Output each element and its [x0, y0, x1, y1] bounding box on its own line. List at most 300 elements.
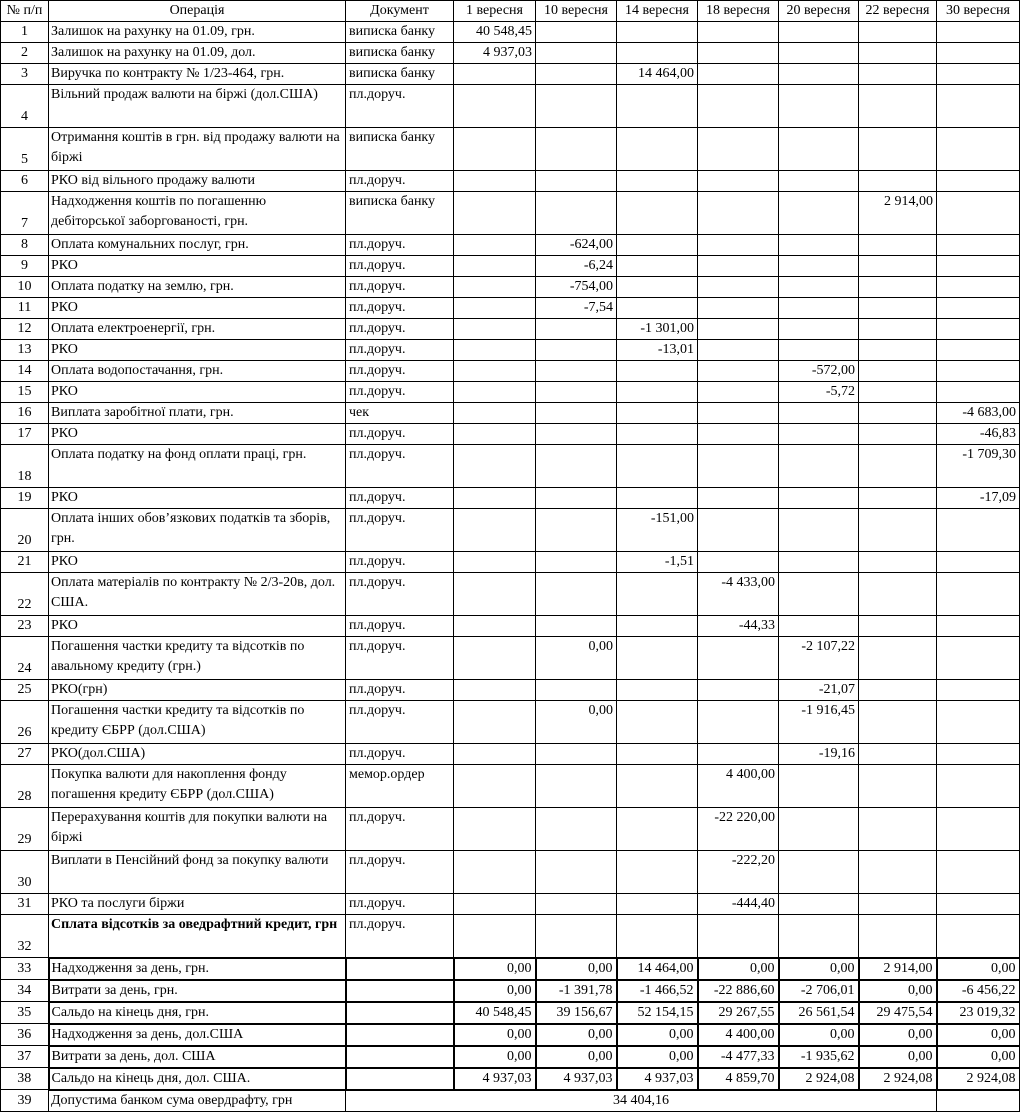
column-header-row-number: № п/п: [1, 1, 49, 22]
value-cell-date-20: [779, 488, 859, 509]
row-number-cell: 35: [1, 1002, 49, 1024]
value-cell-date-18: [698, 256, 779, 277]
operation-cell: Витрати за день, грн.: [49, 980, 346, 1002]
value-cell-date-18: [698, 361, 779, 382]
value-cell-date-22: 2 914,00: [859, 192, 937, 235]
document-cell: пл.доруч.: [346, 340, 454, 361]
value-cell-date-30: [937, 851, 1020, 894]
operation-cell: Погашення частки кредиту та відсотків по кредиту ЄБРР (дол.США): [49, 701, 346, 744]
value-cell-date-10: 0,00: [536, 1046, 617, 1068]
value-cell-date-18: [698, 744, 779, 765]
table-row-31: [1, 894, 1020, 915]
value-cell-date-10: [536, 894, 617, 915]
value-cell-date-10: [536, 808, 617, 851]
header-row: [1, 1, 1020, 22]
row-number-cell: 37: [1, 1046, 49, 1068]
table-row-20: [1, 509, 1020, 552]
value-cell-date-14: 52 154,15: [617, 1002, 698, 1024]
table-row-8: [1, 235, 1020, 256]
value-cell-date-18: [698, 340, 779, 361]
document-cell: виписка банку: [346, 22, 454, 43]
value-cell-date-18: [698, 552, 779, 573]
value-cell-date-14: [617, 43, 698, 64]
operation-cell: Отримання коштів в грн. від продажу валюти на біржі: [49, 128, 346, 171]
value-cell-date-1: [454, 445, 536, 488]
value-cell-date-30: [937, 340, 1020, 361]
value-cell-date-1: 4 937,03: [454, 1068, 536, 1090]
value-cell-date-10: 0,00: [536, 1024, 617, 1046]
row-number-cell: 17: [1, 424, 49, 445]
value-cell-date-22: 0,00: [859, 1046, 937, 1068]
value-cell-date-30: [937, 171, 1020, 192]
value-cell-date-18: [698, 43, 779, 64]
value-cell-date-10: [536, 509, 617, 552]
row-number-cell: 27: [1, 744, 49, 765]
value-cell-date-18: [698, 128, 779, 171]
row-number-cell: 16: [1, 403, 49, 424]
value-cell-date-30: [937, 235, 1020, 256]
value-cell-date-30: -1 709,30: [937, 445, 1020, 488]
document-cell: пл.доруч.: [346, 277, 454, 298]
value-cell-date-10: [536, 403, 617, 424]
value-cell-date-18: [698, 424, 779, 445]
value-cell-date-10: [536, 552, 617, 573]
value-cell-date-20: -572,00: [779, 361, 859, 382]
row-number-cell: 19: [1, 488, 49, 509]
row-number-cell: 33: [1, 958, 49, 980]
document-cell: пл.доруч.: [346, 808, 454, 851]
operation-cell: РКО: [49, 298, 346, 319]
value-cell-date-1: 40 548,45: [454, 1002, 536, 1024]
value-cell-date-18: [698, 192, 779, 235]
value-cell-date-1: [454, 701, 536, 744]
value-cell-date-22: [859, 340, 937, 361]
column-header-operation: Операція: [49, 1, 346, 22]
row-number-cell: 4: [1, 85, 49, 128]
value-cell-date-14: [617, 85, 698, 128]
value-cell-date-1: 40 548,45: [454, 22, 536, 43]
table-row-12: [1, 319, 1020, 340]
row-number-cell: 13: [1, 340, 49, 361]
value-cell-date-20: [779, 616, 859, 637]
value-cell-date-20: [779, 128, 859, 171]
table-row-10: [1, 277, 1020, 298]
row-number-cell: 29: [1, 808, 49, 851]
value-cell-date-18: [698, 680, 779, 701]
operation-cell: Оплата водопостачання, грн.: [49, 361, 346, 382]
value-cell-date-1: [454, 894, 536, 915]
operation-cell: Перерахування коштів для покупки валюти на біржі: [49, 808, 346, 851]
table-row-3: [1, 64, 1020, 85]
value-cell-date-20: -2 706,01: [779, 980, 859, 1002]
operation-cell: РКО: [49, 616, 346, 637]
value-cell-date-18: 4 400,00: [698, 765, 779, 808]
column-header-date-20: 20 вересня: [779, 1, 859, 22]
document-cell: пл.доруч.: [346, 256, 454, 277]
value-cell-date-14: [617, 765, 698, 808]
value-cell-date-22: [859, 22, 937, 43]
value-cell-date-30: [937, 680, 1020, 701]
value-cell-date-18: -22 886,60: [698, 980, 779, 1002]
row-number-cell: 34: [1, 980, 49, 1002]
value-cell-date-22: [859, 488, 937, 509]
operation-cell: Виручка по контракту № 1/23-464, грн.: [49, 64, 346, 85]
value-cell-date-1: [454, 382, 536, 403]
value-cell-date-10: [536, 616, 617, 637]
value-cell-date-20: [779, 765, 859, 808]
table-row-27: [1, 744, 1020, 765]
document-cell: [346, 958, 454, 980]
value-cell-date-14: 0,00: [617, 1024, 698, 1046]
value-cell-date-30: [937, 701, 1020, 744]
value-cell-date-14: [617, 744, 698, 765]
value-cell-date-1: 0,00: [454, 1046, 536, 1068]
value-cell-date-1: [454, 744, 536, 765]
value-cell-date-30: -17,09: [937, 488, 1020, 509]
row-number-cell: 5: [1, 128, 49, 171]
document-cell: пл.доруч.: [346, 235, 454, 256]
value-cell-date-22: [859, 701, 937, 744]
table-row-32: [1, 915, 1020, 958]
document-cell: пл.доруч.: [346, 85, 454, 128]
column-header-date-22: 22 вересня: [859, 1, 937, 22]
table-row-38: [1, 1068, 1020, 1090]
operation-cell: РКО: [49, 340, 346, 361]
value-cell-date-20: [779, 573, 859, 616]
column-header-document: Документ: [346, 1, 454, 22]
value-cell-date-10: [536, 85, 617, 128]
operation-cell: Сплата відсотків за оведрафтний кредит, грн: [49, 915, 346, 958]
value-cell-date-20: [779, 171, 859, 192]
value-cell-date-14: [617, 424, 698, 445]
value-cell-date-20: -21,07: [779, 680, 859, 701]
value-cell-date-10: [536, 488, 617, 509]
value-cell-date-10: 0,00: [536, 958, 617, 980]
operation-cell: Сальдо на кінець дня, дол. США.: [49, 1068, 346, 1090]
document-cell: виписка банку: [346, 128, 454, 171]
row-number-cell: 11: [1, 298, 49, 319]
value-cell-date-1: [454, 424, 536, 445]
operation-cell: Оплата комунальних послуг, грн.: [49, 235, 346, 256]
value-cell-date-1: [454, 235, 536, 256]
value-cell-date-18: 29 267,55: [698, 1002, 779, 1024]
table-row-36: [1, 1024, 1020, 1046]
value-cell-date-14: [617, 403, 698, 424]
row-number-cell: 36: [1, 1024, 49, 1046]
row-number-cell: 21: [1, 552, 49, 573]
row-number-cell: 8: [1, 235, 49, 256]
value-cell-date-18: [698, 488, 779, 509]
table-row-21: [1, 552, 1020, 573]
value-cell-date-20: 0,00: [779, 1024, 859, 1046]
document-cell: [346, 1002, 454, 1024]
value-cell-date-10: [536, 915, 617, 958]
value-cell-date-10: [536, 319, 617, 340]
value-cell-date-10: 39 156,67: [536, 1002, 617, 1024]
value-cell-date-22: [859, 382, 937, 403]
value-cell-date-14: [617, 573, 698, 616]
operation-cell: Виплата заробітної плати, грн.: [49, 403, 346, 424]
document-cell: пл.доруч.: [346, 445, 454, 488]
operation-cell: Надходження за день, дол.США: [49, 1024, 346, 1046]
value-cell-date-30: [937, 319, 1020, 340]
table-row-30: [1, 851, 1020, 894]
value-cell-date-10: [536, 22, 617, 43]
value-cell-date-14: -1 466,52: [617, 980, 698, 1002]
value-cell-date-20: 0,00: [779, 958, 859, 980]
value-cell-date-1: [454, 192, 536, 235]
value-cell-date-14: 14 464,00: [617, 958, 698, 980]
table-row-6: [1, 171, 1020, 192]
value-cell-date-1: [454, 361, 536, 382]
column-header-date-1: 1 вересня: [454, 1, 536, 22]
value-cell-date-10: 0,00: [536, 701, 617, 744]
value-cell-date-18: 0,00: [698, 958, 779, 980]
row-number-cell: 20: [1, 509, 49, 552]
value-cell-date-30: [937, 298, 1020, 319]
row-number-cell: 2: [1, 43, 49, 64]
value-cell-date-1: 0,00: [454, 958, 536, 980]
value-cell-date-18: [698, 64, 779, 85]
value-cell-date-22: 29 475,54: [859, 1002, 937, 1024]
value-cell-date-1: [454, 64, 536, 85]
value-cell-date-30: 0,00: [937, 958, 1020, 980]
column-header-date-14: 14 вересня: [617, 1, 698, 22]
value-cell-date-22: [859, 509, 937, 552]
value-cell-date-20: [779, 298, 859, 319]
row-number-cell: 18: [1, 445, 49, 488]
row-number-cell: 10: [1, 277, 49, 298]
table-row-15: [1, 382, 1020, 403]
operation-cell: Оплата електроенергії, грн.: [49, 319, 346, 340]
value-cell-date-10: [536, 64, 617, 85]
value-cell-date-20: [779, 509, 859, 552]
value-cell-date-30: [937, 915, 1020, 958]
value-cell-date-1: [454, 488, 536, 509]
value-cell-date-18: -4 477,33: [698, 1046, 779, 1068]
document-cell: виписка банку: [346, 64, 454, 85]
value-cell-date-30: [937, 361, 1020, 382]
value-cell-date-30: [937, 382, 1020, 403]
table-row-7: [1, 192, 1020, 235]
value-cell-date-30: [937, 128, 1020, 171]
document-cell: пл.доруч.: [346, 616, 454, 637]
value-cell-date-1: [454, 616, 536, 637]
value-cell-date-14: [617, 277, 698, 298]
value-cell-date-22: [859, 616, 937, 637]
value-cell-date-20: [779, 235, 859, 256]
operation-cell: Надходження за день, грн.: [49, 958, 346, 980]
value-cell-date-1: [454, 915, 536, 958]
value-cell-date-18: [698, 319, 779, 340]
row-number-cell: 14: [1, 361, 49, 382]
value-cell-date-1: [454, 128, 536, 171]
value-cell-date-22: [859, 128, 937, 171]
value-cell-date-10: [536, 573, 617, 616]
table-row-24: [1, 637, 1020, 680]
table-row-22: [1, 573, 1020, 616]
value-cell-date-22: [859, 298, 937, 319]
operation-cell: Залишок на рахунку на 01.09, дол.: [49, 43, 346, 64]
row-number-cell: 1: [1, 22, 49, 43]
value-cell-date-22: [859, 552, 937, 573]
operation-cell: Допустима банком сума овердрафту, грн: [49, 1090, 346, 1112]
value-cell-date-18: [698, 171, 779, 192]
value-cell-date-22: 2 924,08: [859, 1068, 937, 1090]
value-cell-date-18: [698, 509, 779, 552]
value-cell-date-20: 26 561,54: [779, 1002, 859, 1024]
row-number-cell: 39: [1, 1090, 49, 1112]
value-cell-date-10: [536, 382, 617, 403]
value-cell-date-20: -1 935,62: [779, 1046, 859, 1068]
value-cell-date-20: [779, 319, 859, 340]
document-cell: пл.доруч.: [346, 319, 454, 340]
value-cell-date-30: -6 456,22: [937, 980, 1020, 1002]
value-cell-date-1: [454, 509, 536, 552]
table-row-28: [1, 765, 1020, 808]
value-cell-date-20: -2 107,22: [779, 637, 859, 680]
value-cell-date-10: [536, 192, 617, 235]
document-cell: пл.доруч.: [346, 573, 454, 616]
operation-cell: РКО: [49, 424, 346, 445]
value-cell-date-30: [937, 256, 1020, 277]
value-cell-date-20: [779, 915, 859, 958]
value-cell-date-22: [859, 808, 937, 851]
value-cell-date-14: -13,01: [617, 340, 698, 361]
value-cell-date-30: 0,00: [937, 1046, 1020, 1068]
value-cell-date-20: -1 916,45: [779, 701, 859, 744]
value-cell-date-18: [698, 277, 779, 298]
value-cell-date-22: [859, 765, 937, 808]
value-cell-date-22: [859, 361, 937, 382]
value-cell-date-14: [617, 616, 698, 637]
value-cell-date-18: [698, 701, 779, 744]
value-cell-date-18: -22 220,00: [698, 808, 779, 851]
table-row-17: [1, 424, 1020, 445]
row-number-cell: 6: [1, 171, 49, 192]
value-cell-date-18: [698, 403, 779, 424]
value-cell-date-14: [617, 361, 698, 382]
operation-cell: РКО(грн): [49, 680, 346, 701]
value-cell-date-14: [617, 894, 698, 915]
value-cell-date-30: -4 683,00: [937, 403, 1020, 424]
document-cell: пл.доруч.: [346, 488, 454, 509]
value-cell-date-14: [617, 235, 698, 256]
table-row-5: [1, 128, 1020, 171]
value-cell-date-30: [937, 573, 1020, 616]
value-cell-date-30: 23 019,32: [937, 1002, 1020, 1024]
row-number-cell: 30: [1, 851, 49, 894]
document-cell: чек: [346, 403, 454, 424]
document-cell: виписка банку: [346, 43, 454, 64]
value-cell-date-22: [859, 424, 937, 445]
value-cell-date-14: [617, 192, 698, 235]
value-cell-date-20: -19,16: [779, 744, 859, 765]
value-cell-date-22: [859, 319, 937, 340]
document-cell: пл.доруч.: [346, 851, 454, 894]
value-cell-date-30: 0,00: [937, 1024, 1020, 1046]
value-cell-date-14: 14 464,00: [617, 64, 698, 85]
value-cell-date-18: 4 859,70: [698, 1068, 779, 1090]
value-cell-date-20: -5,72: [779, 382, 859, 403]
document-cell: пл.доруч.: [346, 361, 454, 382]
value-cell-empty: [937, 1090, 1020, 1112]
value-cell-date-20: [779, 277, 859, 298]
table-row-11: [1, 298, 1020, 319]
value-cell-date-22: [859, 744, 937, 765]
value-cell-date-10: -754,00: [536, 277, 617, 298]
operation-cell: РКО: [49, 256, 346, 277]
value-cell-date-20: [779, 445, 859, 488]
table-row-34: [1, 980, 1020, 1002]
value-cell-date-18: [698, 382, 779, 403]
value-cell-date-1: [454, 277, 536, 298]
value-cell-date-22: [859, 64, 937, 85]
value-cell-date-18: [698, 235, 779, 256]
row-number-cell: 31: [1, 894, 49, 915]
value-cell-date-1: 0,00: [454, 980, 536, 1002]
table-body: [1, 22, 1020, 1112]
value-cell-date-10: [536, 680, 617, 701]
value-cell-date-18: -44,33: [698, 616, 779, 637]
table-row-19: [1, 488, 1020, 509]
value-cell-date-22: [859, 915, 937, 958]
value-cell-date-30: 2 924,08: [937, 1068, 1020, 1090]
value-cell-date-30: -46,83: [937, 424, 1020, 445]
value-cell-date-10: [536, 851, 617, 894]
table-row-14: [1, 361, 1020, 382]
document-cell: пл.доруч.: [346, 382, 454, 403]
value-cell-date-10: [536, 424, 617, 445]
value-cell-date-20: [779, 851, 859, 894]
value-cell-date-22: [859, 43, 937, 64]
value-cell-date-14: [617, 128, 698, 171]
value-cell-date-18: 4 400,00: [698, 1024, 779, 1046]
operation-cell: РКО: [49, 382, 346, 403]
row-number-cell: 32: [1, 915, 49, 958]
value-cell-date-10: [536, 445, 617, 488]
value-cell-date-14: [617, 915, 698, 958]
operation-cell: Оплата матеріалів по контракту № 2/3-20в, дол. США.: [49, 573, 346, 616]
value-cell-date-30: [937, 277, 1020, 298]
value-cell-date-30: [937, 192, 1020, 235]
value-cell-date-18: -444,40: [698, 894, 779, 915]
value-cell-date-22: [859, 85, 937, 128]
value-cell-date-30: [937, 22, 1020, 43]
value-cell-date-10: [536, 128, 617, 171]
table-row-4: [1, 85, 1020, 128]
row-number-cell: 38: [1, 1068, 49, 1090]
value-cell-date-18: [698, 637, 779, 680]
value-cell-date-18: [698, 298, 779, 319]
value-cell-date-30: [937, 637, 1020, 680]
table-row-35: [1, 1002, 1020, 1024]
operation-cell: Надходження коштів по погашенню дебіторської заборгованості, грн.: [49, 192, 346, 235]
value-cell-date-1: [454, 171, 536, 192]
operation-cell: Оплата податку на землю, грн.: [49, 277, 346, 298]
value-cell-date-10: 4 937,03: [536, 1068, 617, 1090]
value-cell-date-20: 2 924,08: [779, 1068, 859, 1090]
value-cell-date-1: 4 937,03: [454, 43, 536, 64]
operation-cell: Погашення частки кредиту та відсотків по авальному кредиту (грн.): [49, 637, 346, 680]
document-cell: пл.доруч.: [346, 171, 454, 192]
value-cell-date-22: [859, 680, 937, 701]
document-cell: пл.доруч.: [346, 744, 454, 765]
value-cell-date-22: [859, 445, 937, 488]
value-cell-date-14: [617, 637, 698, 680]
value-cell-date-22: [859, 851, 937, 894]
row-number-cell: 28: [1, 765, 49, 808]
